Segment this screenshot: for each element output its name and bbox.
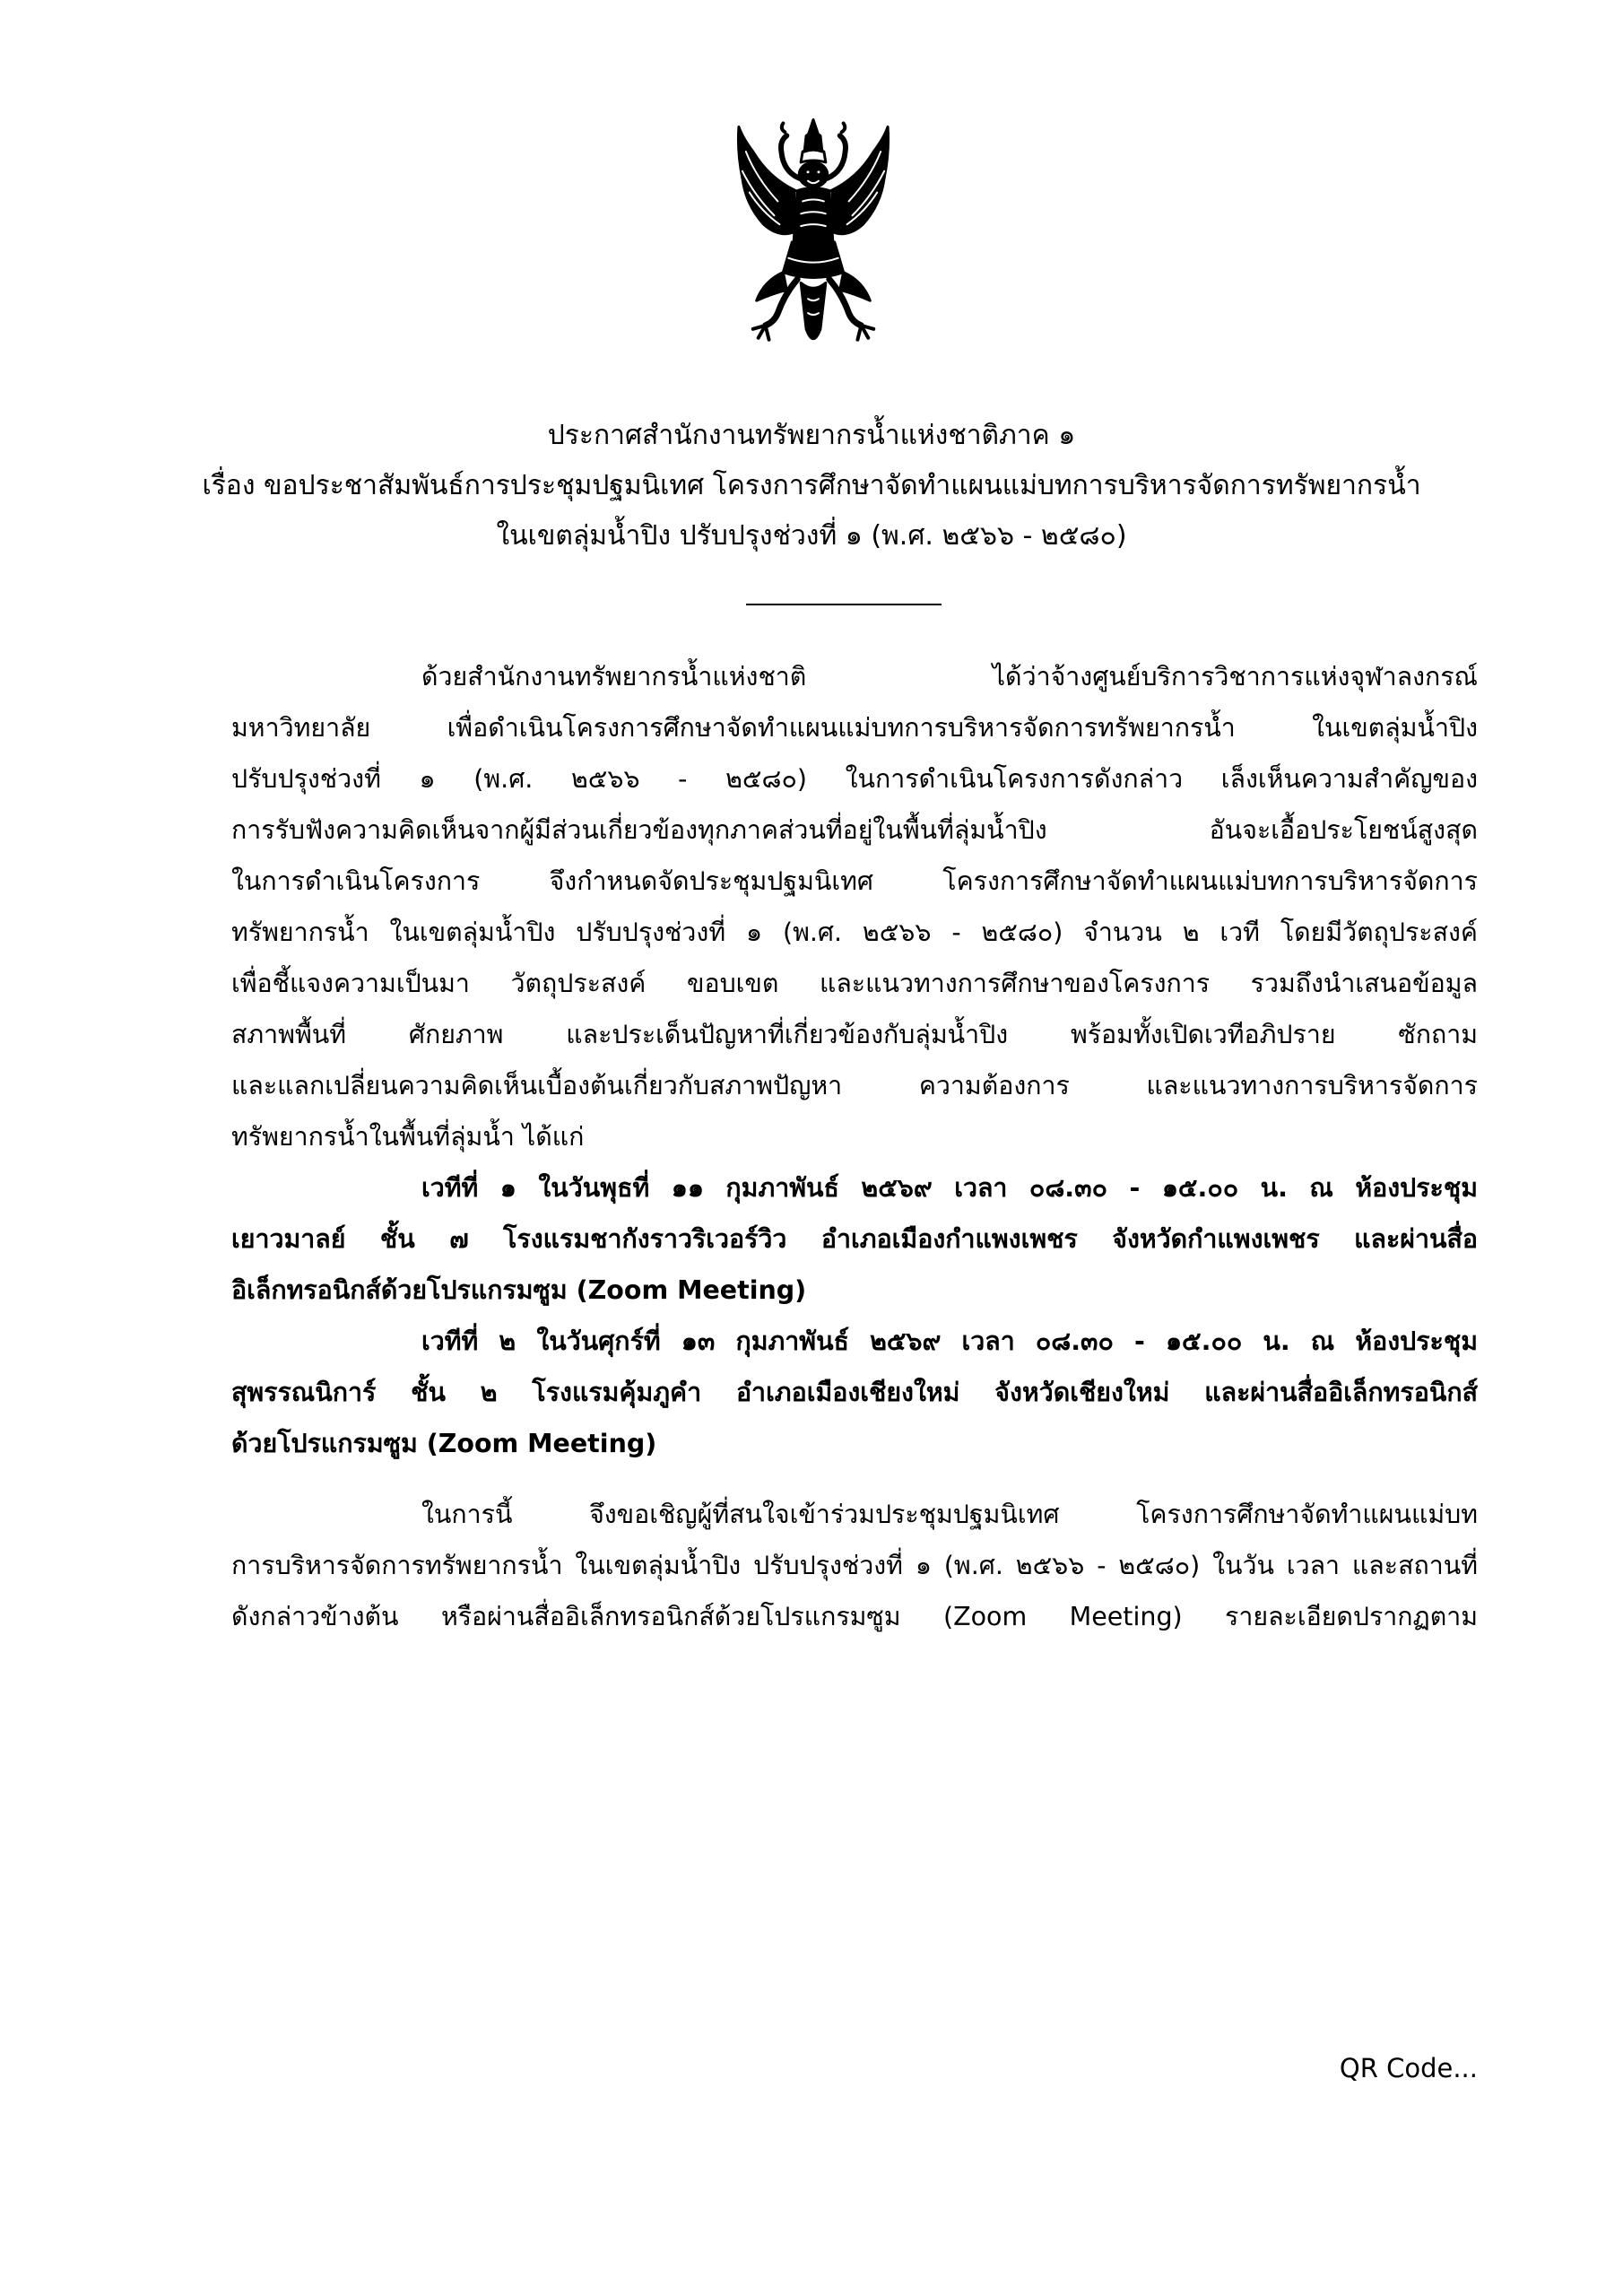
heading-line: เรื่อง ขอประชาสัมพันธ์การประชุมปฐมนิเทศ โครงการศึกษาจัดทำแผนแม่บทการบริหารจัดการทรัพยากรน้ำ	[202, 470, 1421, 501]
venue-line: เวทีที่ ๒ ในวันศุกร์ที่ ๑๓ กุมภาพันธ์ ๒๕๖๙ เวลา ๐๘.๓๐ - ๑๕.๐๐ น. ณ ห้องประชุม	[421, 1326, 1478, 1356]
intro-paragraph	[231, 651, 1478, 1162]
venue-line: ด้วยโปรแกรมซูม (Zoom Meeting)	[231, 1429, 657, 1458]
venue-line: เยาวมาลย์ ชั้น ๗ โรงแรมชากังราวริเวอร์วิว อำเภอเมืองกำแพงเพชร จังหวัดกำแพงเพชร และผ่านสื่อ	[231, 1224, 1478, 1254]
body-line: และแลกเปลี่ยนความคิดเห็นเบื้องต้นเกี่ยวกับสภาพปัญหา ความต้องการ และแนวทางการบริหารจัดการ	[231, 1071, 1478, 1100]
body-line: ในการดำเนินโครงการ จึงกำหนดจัดประชุมปฐมนิเทศ โครงการศึกษาจัดทำแผนแม่บทการบริหารจัดการ	[231, 866, 1478, 896]
heading-line: ในเขตลุ่มน้ำปิง ปรับปรุงช่วงที่ ๑ (พ.ศ. ๒๕๖๖ - ๒๕๘๐)	[496, 520, 1127, 552]
venue-2-paragraph	[231, 1316, 1478, 1469]
announcement-heading	[179, 411, 1444, 561]
body-line: การรับฟังความคิดเห็นจากผู้มีส่วนเกี่ยวข้องทุกภาคส่วนที่อยู่ในพื้นที่ลุ่มน้ำปิง อันจะเอื้อประโยชน์สูงสุด	[231, 815, 1478, 845]
body-line: การบริหารจัดการทรัพยากรน้ำ ในเขตลุ่มน้ำปิง ปรับปรุงช่วงที่ ๑ (พ.ศ. ๒๕๖๖ - ๒๕๘๐) ในวัน เวลา และสถานที่	[231, 1551, 1478, 1580]
heading-line: ประกาศสำนักงานทรัพยากรน้ำแห่งชาติภาค ๑	[547, 420, 1076, 451]
body-line: ทรัพยากรน้ำในพื้นที่ลุ่มน้ำ ได้แก่	[231, 1122, 585, 1152]
invitation-paragraph	[231, 1489, 1478, 1642]
body-line: ดังกล่าวข้างต้น หรือผ่านสื่ออิเล็กทรอนิกส์ด้วยโปรแกรมซูม (Zoom Meeting) รายละเอียดปรากฏตาม	[231, 1602, 1478, 1631]
body-line: ด้วยสำนักงานทรัพยากรน้ำแห่งชาติ ได้ว่าจ้างศูนย์บริการวิชาการแห่งจุฬาลงกรณ์	[421, 662, 1478, 691]
venue-1-paragraph	[231, 1162, 1478, 1316]
venue-line: เวทีที่ ๑ ในวันพุธที่ ๑๑ กุมภาพันธ์ ๒๕๖๙ เวลา ๐๘.๓๐ - ๑๕.๐๐ น. ณ ห้องประชุม	[421, 1173, 1478, 1203]
venue-line: อิเล็กทรอนิกส์ด้วยโปรแกรมซูม (Zoom Meeting)	[231, 1275, 807, 1305]
announcement-body	[231, 651, 1478, 1642]
body-line: สภาพพื้นที่ ศักยภาพ และประเด็นปัญหาที่เกี่ยวข้องกับลุ่มน้ำปิง พร้อมทั้งเปิดเวทีอภิปราย ซักถาม	[231, 1020, 1478, 1049]
body-line: ในการนี้ จึงขอเชิญผู้ที่สนใจเข้าร่วมประชุมปฐมนิเทศ โครงการศึกษาจัดทำแผนแม่บท	[421, 1500, 1478, 1529]
venue-line: สุพรรณนิการ์ ชั้น ๒ โรงแรมคุ้มภูคำ อำเภอเมืองเชียงใหม่ จังหวัดเชียงใหม่ และผ่านสื่ออิเล็กทรอนิกส์	[231, 1378, 1478, 1407]
body-line: ทรัพยากรน้ำ ในเขตลุ่มน้ำปิง ปรับปรุงช่วงที่ ๑ (พ.ศ. ๒๕๖๖ - ๒๕๘๐) จำนวน ๒ เวที โดยมีวัตถุประสงค์	[231, 918, 1478, 947]
garuda-emblem-icon	[733, 115, 893, 357]
heading-divider	[746, 604, 942, 605]
body-line: มหาวิทยาลัย เพื่อดำเนินโครงการศึกษาจัดทำแผนแม่บทการบริหารจัดการทรัพยากรน้ำ ในเขตลุ่มน้ำปิง	[231, 713, 1478, 743]
body-line: ปรับปรุงช่วงที่ ๑ (พ.ศ. ๒๕๖๖ - ๒๕๘๐) ในการดำเนินโครงการดังกล่าว เล็งเห็นความสำคัญของ	[231, 764, 1478, 794]
continuation-note: QR Code...	[1339, 2053, 1478, 2083]
body-line: เพื่อชี้แจงความเป็นมา วัตถุประสงค์ ขอบเขต และแนวทางการศึกษาของโครงการ รวมถึงนำเสนอข้อมูล	[231, 969, 1478, 998]
